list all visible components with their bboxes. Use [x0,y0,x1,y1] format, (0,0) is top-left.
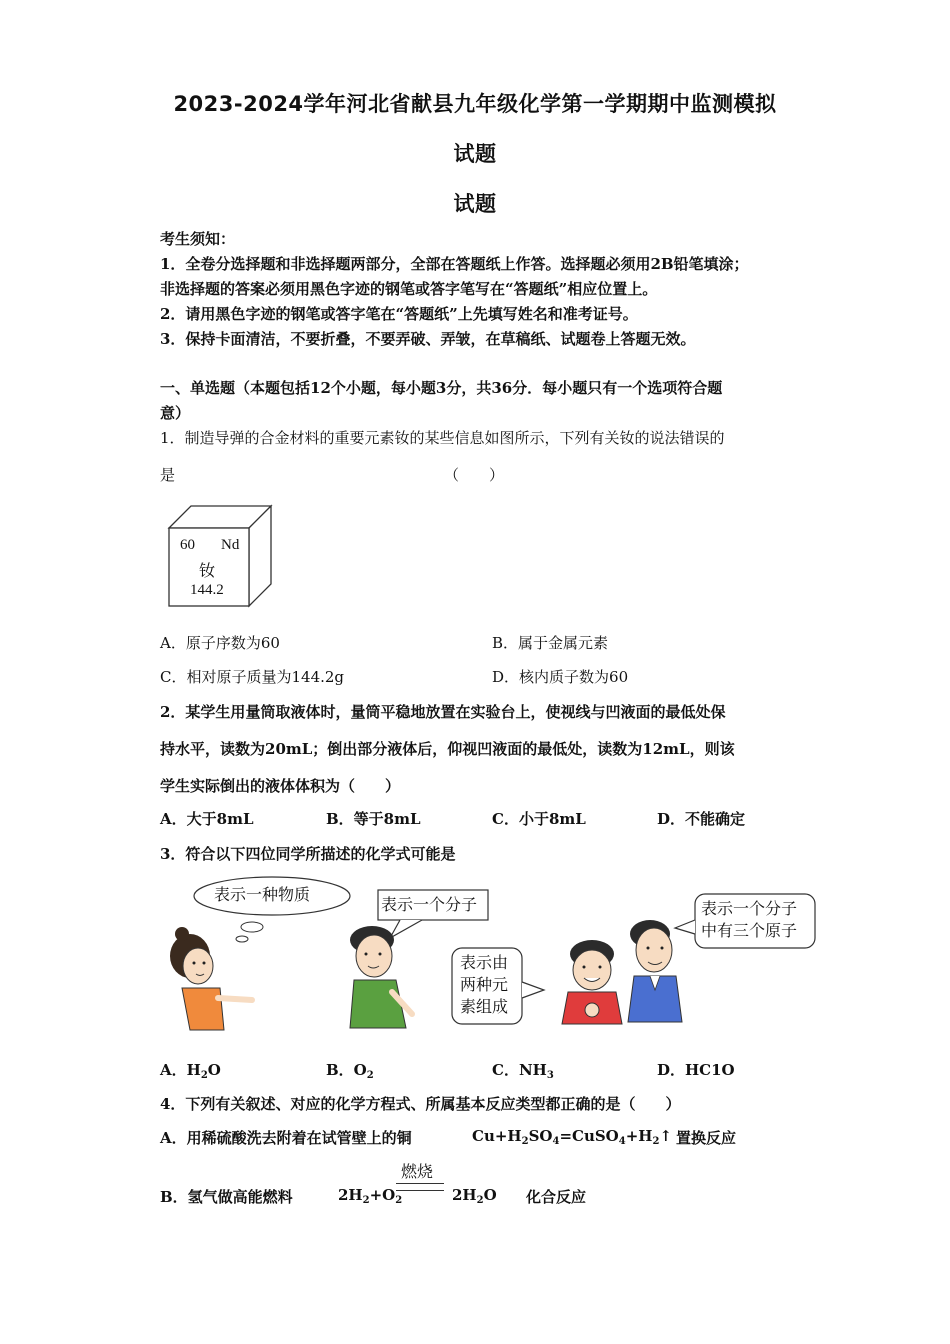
q4-option-a-desc: A．用稀硫酸洗去附着在试管壁上的铜 [160,1129,412,1147]
q1-answer-paren: （ ） [444,466,505,484]
q4-option-a-type: 置换反应 [676,1129,737,1147]
q2-option-b: B．等于8mL [326,810,421,828]
student-boy1-figure [350,926,412,1028]
element-symbol: Nd [221,537,240,553]
q2-option-a: A．大于8mL [160,810,254,828]
q4-option-b-desc: B．氢气做高能燃料 [160,1188,293,1206]
q3-option-a: A．$H_2O$ [160,1061,221,1081]
page-subtitle: 试题 [453,192,497,216]
element-card [166,504,276,608]
q1-stem-line1: 1．制造导弹的合金材料的重要元素钕的某些信息如图所示，下列有关钕的说法错误的 [160,429,725,447]
q2-stem-line2: 持水平，读数为20mL；倒出部分液体后，仰视凹液面的最低处，读数为12mL，则该 [160,740,735,758]
q2-stem-line1: 2．某学生用量筒取液体时，量筒平稳地放置在实验台上，使视线与凹液面的最低处保 [160,703,726,721]
q1-option-a: A．原子序数为60 [160,634,280,652]
notice-line-1: 1．全卷分选择题和非选择题两部分，全部在答题纸上作答。选择题必须用2B铅笔填涂； [160,255,749,273]
bubble-three-atoms-2: 中有三个原子 [701,921,798,940]
notice-heading: 考生须知： [160,230,236,248]
q4-option-b-lhs: $2H_2+O_2$ [338,1186,403,1206]
q4-option-b-condition: 燃烧 [401,1162,434,1181]
q3-option-c: C．$NH_3$ [492,1061,554,1081]
q2-stem-line3: 学生实际倒出的液体体积为（ ） [160,777,401,795]
q3-stem: 3．符合以下四位同学所描述的化学式可能是 [160,845,456,863]
q4-option-b-type: 化合反应 [526,1188,587,1206]
q1-option-d: D．核内质子数为60 [492,668,629,686]
q2-option-c: C．小于8mL [492,810,586,828]
q1-stem-line2: 是 [160,466,176,484]
q4-option-a-equation: $Cu+H_2SO_4=CuSO_4+H_2↑$ [472,1127,673,1147]
section-heading-cont: 意） [160,404,191,422]
notice-line-3: 2．请用黑色字迹的钢笔或答字笔在“答题纸”上先填写姓名和准考证号。 [160,305,638,323]
q3-illustration [160,872,820,1042]
q3-option-b: B．$O_2$ [326,1061,374,1081]
student-girl-figure [170,927,252,1030]
section-heading: 一、单选题（本题包括12个小题，每小题3分，共36分．每小题只有一个选项符合题 [160,379,723,397]
q4-option-b-rhs: $2H_2O$ [452,1186,497,1206]
element-atomic-number: 60 [180,537,195,553]
notice-line-2: 非选择题的答案必须用黑色字迹的钢笔或答字笔写在“答题纸”相应位置上。 [160,280,658,298]
element-atomic-mass: 144.2 [190,582,224,598]
page-title-line1: 2023-2024学年河北省献县九年级化学第一学期期中监测模拟 [173,92,777,116]
notice-line-4: 3．保持卡面清洁，不要折叠，不要弄破、弄皱，在草稿纸、试题卷上答题无效。 [160,330,696,348]
element-name: 钕 [199,561,216,580]
q1-option-c: C．相对原子质量为144.2g [160,668,345,686]
bubble-two-elements-2: 两种元 [460,975,509,994]
bubble-two-elements-1: 表示由 [460,953,509,972]
page-title-line2: 试题 [453,142,497,166]
bubble-one-substance: 表示一种物质 [214,885,311,904]
student-boy2-figure [562,940,622,1024]
q1-option-b: B．属于金属元素 [492,634,609,652]
bubble-two-elements-3: 素组成 [460,997,509,1016]
student-boy3-figure [628,920,682,1022]
q3-option-d: D．HC1O [657,1061,735,1079]
reaction-double-line [396,1183,444,1191]
q4-stem: 4．下列有关叙述、对应的化学方程式、所属基本反应类型都正确的是（ ） [160,1095,681,1113]
q2-option-d: D．不能确定 [657,810,746,828]
bubble-three-atoms-1: 表示一个分子 [701,899,798,918]
bubble-one-molecule: 表示一个分子 [381,895,478,914]
